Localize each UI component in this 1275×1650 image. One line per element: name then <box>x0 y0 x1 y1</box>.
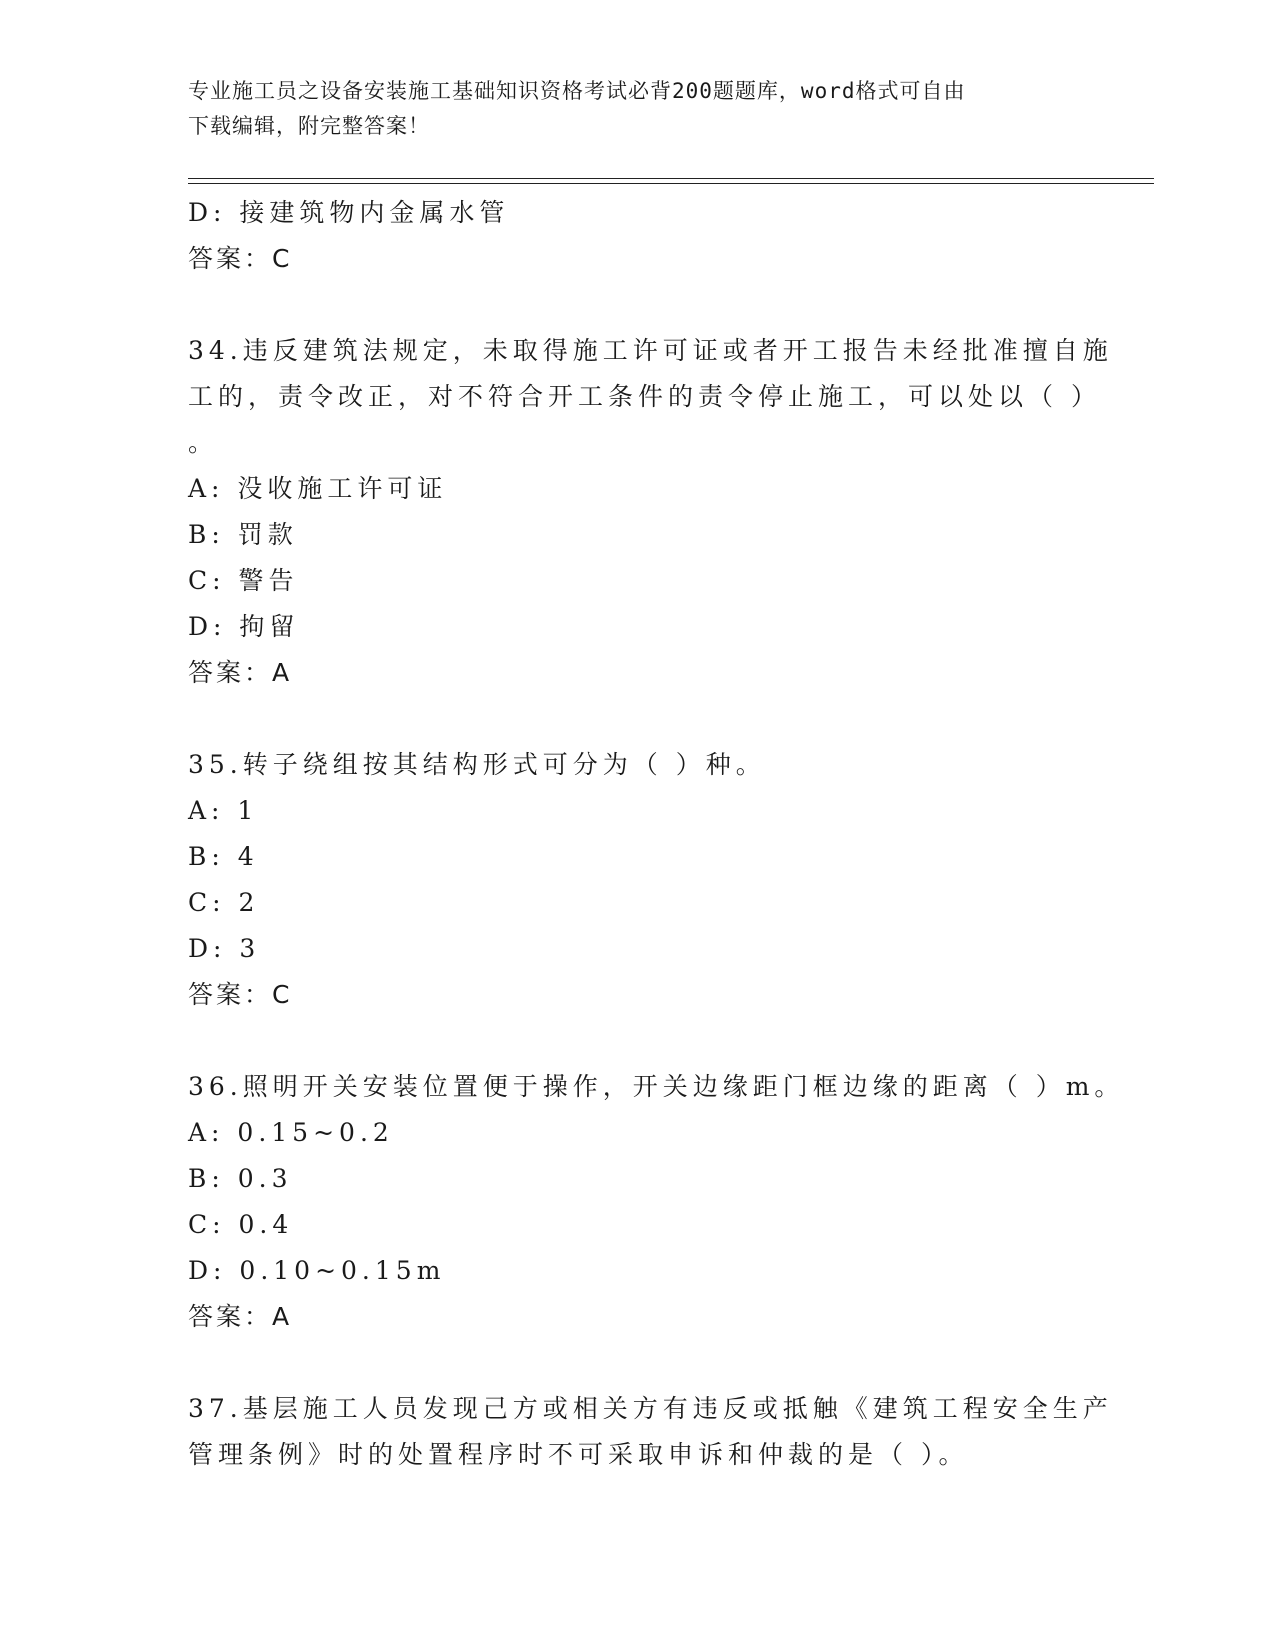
question-text-line: 管理条例》时的处置程序时不可采取申诉和仲裁的是（ ）。 <box>188 1440 969 1469</box>
question-text-line: 35.转子绕组按其结构形式可分为（ ）种。 <box>188 750 766 779</box>
header-line-2: 下载编辑，附完整答案！ <box>188 114 430 138</box>
option-b: B: 4 <box>188 842 259 871</box>
document-body <box>188 190 1125 1478</box>
question-34 <box>188 328 1113 696</box>
question-35 <box>188 742 1088 1018</box>
option-c: C: 警告 <box>188 566 299 595</box>
option-c: C: 0.4 <box>188 1210 294 1239</box>
option-a: A: 0.15~0.2 <box>188 1118 394 1147</box>
option-d: D: 接建筑物内金属水管 <box>188 198 510 227</box>
header-divider-top <box>188 178 1154 179</box>
question-text-line: 36.照明开关安装位置便于操作，开关边缘距门框边缘的距离（ ）m。 <box>188 1072 1125 1101</box>
previous-question-tail <box>188 190 1088 282</box>
header-divider-bottom <box>188 183 1154 184</box>
question-36 <box>188 1064 1125 1340</box>
option-a: A: 没收施工许可证 <box>188 474 448 503</box>
option-a: A: 1 <box>188 796 259 825</box>
answer-line: 答案：A <box>188 658 293 687</box>
option-b: B: 0.3 <box>188 1164 293 1193</box>
answer-line: 答案：C <box>188 980 293 1009</box>
option-b: B: 罚款 <box>188 520 298 549</box>
question-text-line: 。 <box>188 428 219 457</box>
header-line-1: 专业施工员之设备安装施工基础知识资格考试必背200题题库，word格式可自由 <box>188 79 966 103</box>
option-d: D: 拘留 <box>188 612 300 641</box>
question-text-line: 34.违反建筑法规定，未取得施工许可证或者开工报告未经批准擅自施 <box>188 336 1113 365</box>
question-text-line: 37.基层施工人员发现己方或相关方有违反或抵触《建筑工程安全生产 <box>188 1394 1113 1423</box>
question-37 <box>188 1386 1113 1478</box>
option-c: C: 2 <box>188 888 260 917</box>
question-text-line: 工的，责令改正，对不符合开工条件的责令停止施工，可以处以（ ） <box>188 382 1101 411</box>
answer-line: 答案：A <box>188 1302 293 1331</box>
option-d: D: 0.10~0.15m <box>188 1256 446 1285</box>
option-d: D: 3 <box>188 934 261 963</box>
document-header <box>188 74 1088 144</box>
answer-line: 答案：C <box>188 244 293 273</box>
